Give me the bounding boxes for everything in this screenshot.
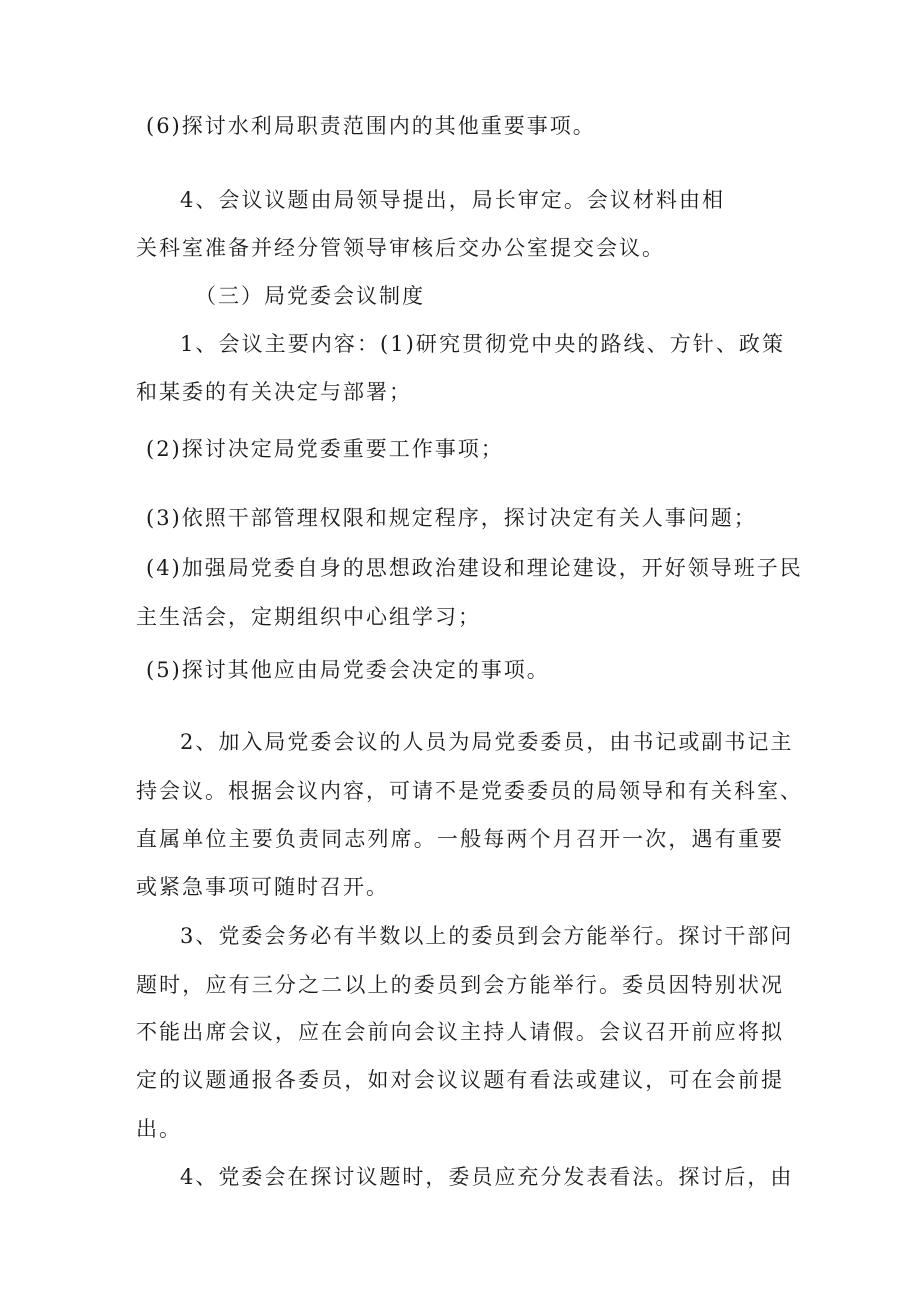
paragraph-3-line-5: 出。: [136, 1117, 182, 1141]
item-4-line-2: 主生活会，定期组织中心组学习；: [136, 605, 481, 629]
item-1-line-2: 和某委的有关决定与部署；: [136, 380, 412, 404]
paragraph-4-line-1: 4、会议议题由局领导提出，局长审定。会议材料由相: [180, 188, 725, 212]
item-5: (5)探讨其他应由局党委会决定的事项。: [146, 658, 550, 682]
paragraph-3-line-2: 题时，应有三分之二以上的委员到会方能举行。委员因特别状况: [136, 973, 784, 997]
paragraph-2-line-2: 持会议。根据会议内容，可请不是党委委员的局领导和有关科室、: [136, 779, 803, 803]
paragraph-3-line-1: 3、党委会务必有半数以上的委员到会方能举行。探讨干部问: [180, 924, 794, 948]
paragraph-2-line-3: 直属单位主要负责同志列席。一般每两个月召开一次，遇有重要: [136, 827, 784, 851]
paragraph-4-line-2: 关科室准备并经分管领导审核后交办公室提交会议。: [136, 236, 665, 260]
item-1-line-1: 1、会议主要内容：(1)研究贯彻党中央的路线、方针、政策: [180, 332, 785, 356]
paragraph-3-line-3: 不能出席会议，应在会前向会议主持人请假。会议召开前应将拟: [136, 1020, 784, 1044]
item-6: (6)探讨水利局职责范围内的其他重要事项。: [146, 114, 596, 138]
paragraph-2-line-1: 2、加入局党委会议的人员为局党委委员，由书记或副书记主: [180, 730, 794, 754]
section-heading-party-committee: （三）局党委会议制度: [195, 284, 425, 308]
paragraph-3-line-4: 定的议题通报各委员，如对会议议题有看法或建议，可在会前提: [136, 1068, 784, 1092]
item-3: (3)依照干部管理权限和规定程序，探讨决定有关人事问题；: [146, 506, 757, 530]
paragraph-2-line-4: 或紧急事项可随时召开。: [136, 875, 389, 899]
item-4-line-1: (4)加强局党委自身的思想政治建设和理论建设，开好领导班子民: [146, 556, 803, 580]
item-2: (2)探讨决定局党委重要工作事项；: [146, 437, 504, 461]
paragraph-4b-line-1: 4、党委会在探讨议题时，委员应充分发表看法。探讨后，由: [180, 1165, 794, 1189]
